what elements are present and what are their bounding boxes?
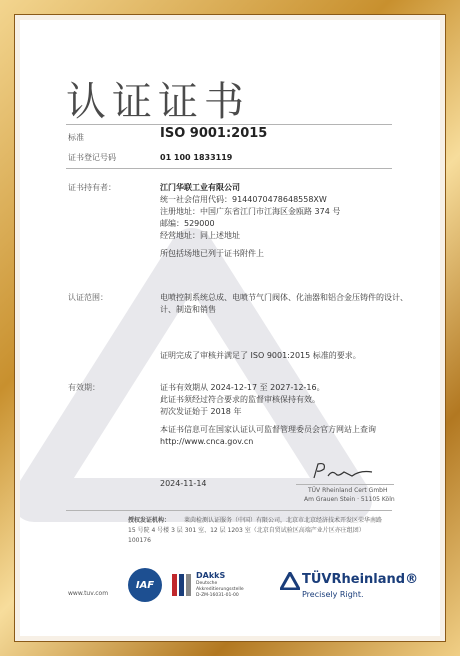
holder-label: 证书持有者：: [68, 183, 116, 192]
validity-line: 此证书须经过符合要求的监督审核保持有效。: [160, 395, 320, 404]
standard-value: ISO 9001:2015: [160, 126, 268, 141]
holder-sites-note: 所包括场地已列于证书附件上: [160, 249, 264, 258]
query-line: 本证书信息可在国家认证认可监督管理委员会官方网站上查询: [160, 425, 376, 434]
holder-operating-address: 经营地址：同上述地址: [160, 231, 240, 240]
dakks-logo-icon: [170, 570, 196, 600]
signature-icon: [308, 460, 378, 482]
issuer-address: Am Grauen Stein · 51105 Köln: [304, 496, 395, 503]
tuv-triangle-icon: [280, 572, 300, 590]
certificate-title: 认证证书: [66, 79, 250, 125]
signature-line: [296, 484, 394, 485]
authorized-label: 授权发证机构：: [128, 517, 171, 524]
separator: [66, 510, 392, 511]
authorized-line: 15 号院 4 号楼 3 层 301 室、12 层 1203 室（北京自贸试验区高端产业片区亦庄组团）: [128, 527, 365, 534]
dakks-logo-text: DAkkS: [196, 571, 226, 580]
tuv-slogan: Precisely Right.: [302, 590, 364, 599]
issue-date: 2024-11-14: [160, 479, 207, 488]
iaf-logo: IAF: [128, 568, 162, 602]
dakks-subtext: Deutsche Akkreditierungsstelle D-ZM-16031-01-00: [196, 581, 244, 598]
scope-label: 认证范围：: [68, 293, 108, 302]
query-url: http://www.cnca.gov.cn: [160, 437, 254, 446]
validity-line: 初次发证始于 2018 年: [160, 407, 242, 416]
standard-label: 标准: [68, 133, 84, 142]
validity-label: 有效期：: [68, 383, 100, 392]
separator: [66, 124, 392, 125]
authorized-line: 100176: [128, 537, 151, 544]
authorized-line: 莱茵检测认证服务（中国）有限公司，北京市北京经济技术开发区荣华南路: [184, 517, 383, 524]
holder-address: 注册地址：中国广东省江门市江海区金瓯路 374 号: [160, 207, 341, 216]
registration-value: 01 100 1833119: [160, 153, 233, 162]
scope-line: 电喷控制系统总成、电喷节气门阀体、化油器和铝合金压铸件的设计、: [160, 293, 408, 302]
registration-label: 证书登记号码: [68, 153, 116, 162]
website-link[interactable]: www.tuv.com: [68, 590, 109, 597]
validity-line: 证书有效期从 2024-12-17 至 2027-12-16。: [160, 383, 325, 392]
holder-credit-code: 统一社会信用代码：9144070478648558XW: [160, 195, 327, 204]
holder-company: 江门华联工业有限公司: [160, 183, 240, 192]
scope-line: 计、制造和销售: [160, 305, 216, 314]
conformity-statement: 证明完成了审核并满足了 ISO 9001:2015 标准的要求。: [160, 351, 361, 360]
tuv-logo-text: TÜVRheinland®: [302, 572, 419, 587]
certificate-paper: [20, 20, 440, 636]
issuer-name: TÜV Rheinland Cert GmbH: [308, 487, 388, 494]
separator: [66, 168, 392, 169]
holder-postcode: 邮编：529000: [160, 219, 215, 228]
